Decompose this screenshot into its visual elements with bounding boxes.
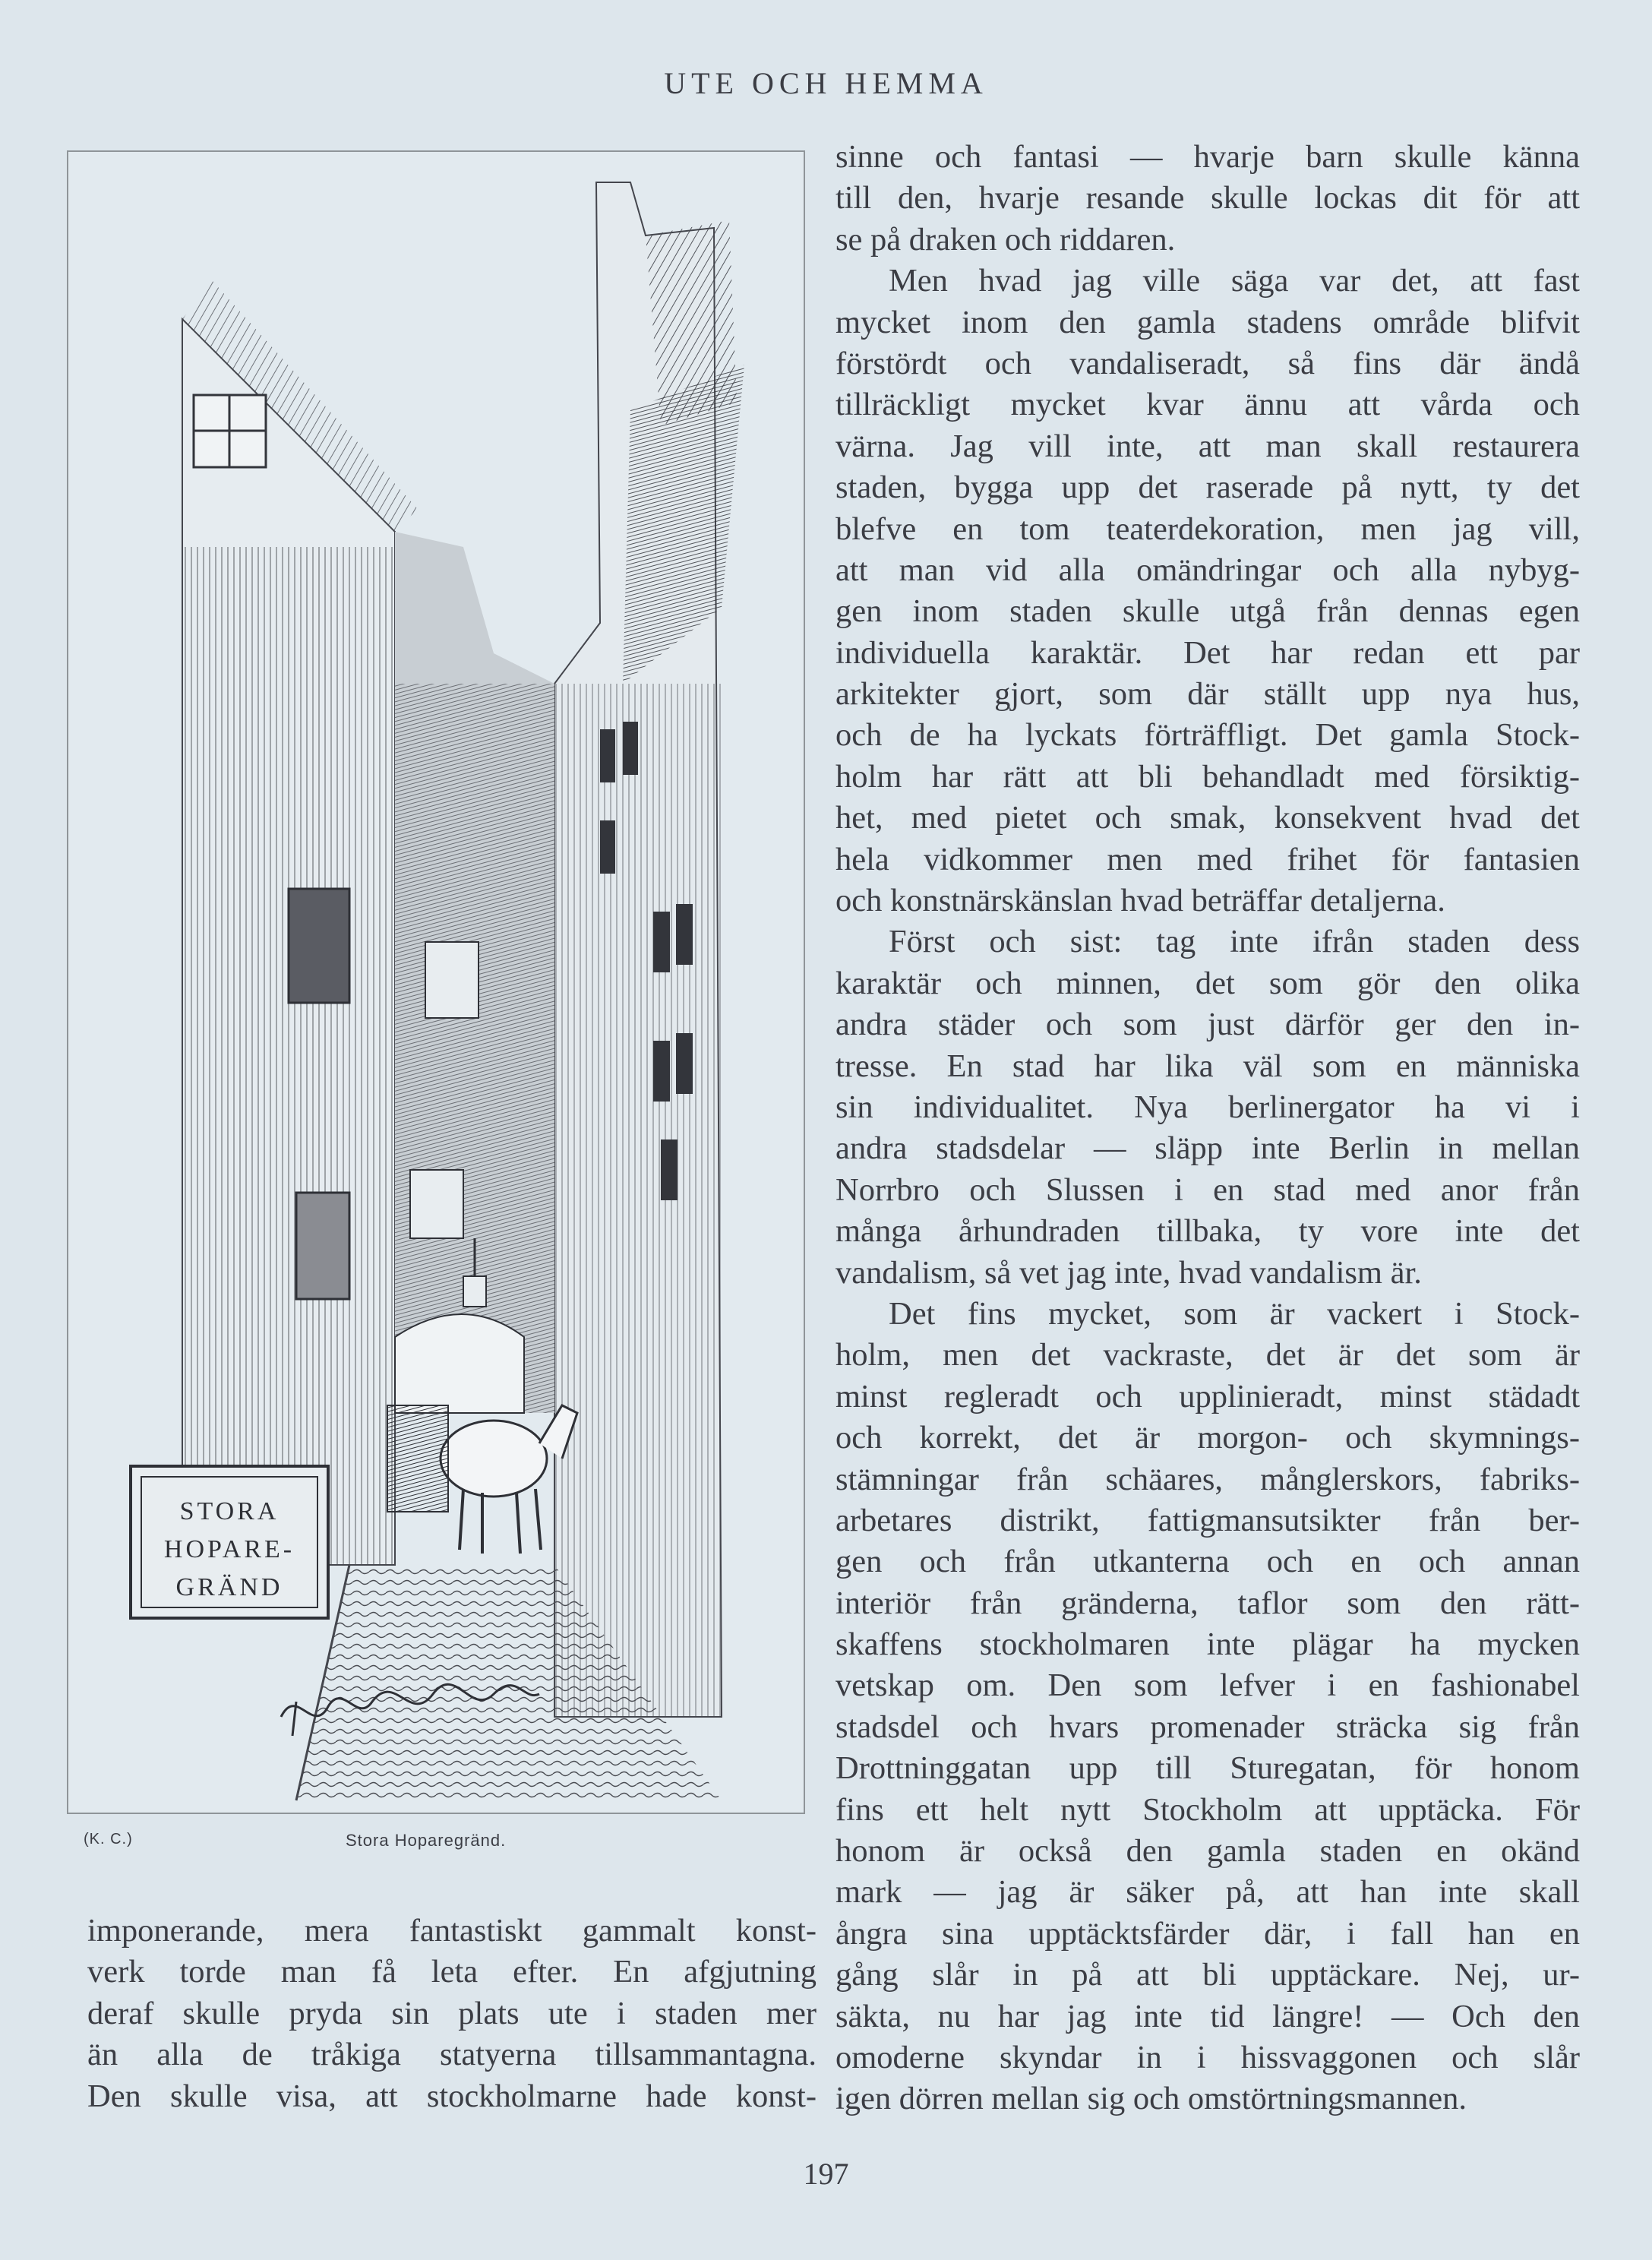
- text-line: se på draken och riddaren.: [835, 221, 1176, 258]
- left-building: [179, 281, 418, 1565]
- text-line: arkitekter gjort, som där ställt upp nya hus,: [835, 676, 1580, 713]
- text-line: gen inom staden skulle utgå från dennas egen: [835, 593, 1580, 630]
- text-line: vetskap om. Den som lefver i en fashionabel: [835, 1667, 1580, 1704]
- sign-line-3: GRÄND: [175, 1573, 283, 1601]
- text-line: andra städer och som just därför ger den in-: [835, 1007, 1580, 1043]
- text-line: fins ett helt nytt Stockholm att upptäcka. För: [835, 1791, 1580, 1828]
- text-line: individuella karaktär. Det har redan ett par: [835, 634, 1580, 671]
- text-line: gen och från utkanterna och en och annan: [835, 1544, 1580, 1580]
- text-line: imponerande, mera fantastiskt gammalt konst-: [87, 1913, 817, 1949]
- street-illustration: [68, 152, 805, 1813]
- text-line: och konstnärskänslan hvad beträffar detaljerna.: [835, 883, 1445, 919]
- text-line: många århundraden tillbaka, ty vore inte det: [835, 1213, 1580, 1250]
- text-line: säkta, nu har jag inte tid längre! — Och den: [835, 1998, 1580, 2034]
- text-line: deraf skulle pryda sin plats ute i staden mer: [87, 1995, 817, 2031]
- text-line: staden, bygga upp det raserade på nytt, ty det: [835, 469, 1580, 506]
- text-line: verk torde man få leta efter. En afgjutning: [87, 1954, 817, 1990]
- figure-caption: Stora Hoparegränd.: [346, 1831, 507, 1850]
- window-mid-left: [289, 889, 349, 1003]
- illustration-frame: [67, 150, 805, 1814]
- text-line: tillräckligt mycket kvar ännu att vårda och: [835, 387, 1580, 423]
- text-line: holm har rätt att bli behandladt med försiktig-: [835, 758, 1580, 795]
- sign-line-2: HOPARE-: [163, 1535, 295, 1563]
- text-line: minst regleradt och uppliniеradt, minst städadt: [835, 1378, 1580, 1414]
- street-sign: [131, 1466, 328, 1618]
- text-line: värna. Jag vill inte, att man skall restaurera: [835, 428, 1580, 464]
- text-line: sinne och fantasi — hvarje barn skulle känna: [835, 139, 1580, 175]
- text-line: sin individualitet. Nya berlinergator ha vi i: [835, 1089, 1580, 1125]
- text-line: Norrbro och Slussen i en stad med anor från: [835, 1171, 1580, 1208]
- window-low-left: [296, 1193, 349, 1299]
- right-text-column: [835, 137, 1580, 2120]
- running-head: UTE OCH HEMMA: [664, 66, 988, 100]
- text-line: blefve en tom teaterdekoration, men jag vill,: [835, 510, 1580, 547]
- text-line: förstördt och vandaliseradt, så fins där ändå: [835, 345, 1580, 381]
- text-line: honom är också den gamla staden en okänd: [835, 1833, 1580, 1870]
- page-number: 197: [803, 2157, 849, 2191]
- text-line: stämningar från schäares, månglerskors, fabriks-: [835, 1461, 1580, 1497]
- text-line: och de ha lyckats förträffligt. Det gamla Stock-: [835, 717, 1580, 754]
- text-line: stadsdel och hvars promenader sträcka sig från: [835, 1708, 1580, 1745]
- text-line: andra stadsdelar — släpp inte Berlin in mellan: [835, 1130, 1580, 1167]
- text-line: gång slår in på att bli upptäckare. Nej, ur-: [835, 1957, 1580, 1993]
- text-line: karaktär och minnen, det som gör den olika: [835, 965, 1580, 1001]
- text-line: mycket inom den gamla stadens område blifvit: [835, 304, 1580, 340]
- text-line: Först och sist: tag inte ifrån staden dess: [889, 924, 1580, 960]
- text-line: skaffens stockholmaren inte plägar ha mycken: [835, 1626, 1580, 1663]
- right-buildings: [554, 182, 744, 1717]
- text-line: Men hvad jag ville säga var det, att fast: [889, 263, 1580, 299]
- left-text-column: [87, 1911, 817, 2117]
- text-line: vandalism, så vet jag inte, hvad vandalism är.: [835, 1254, 1422, 1291]
- text-line: Drottninggatan upp till Sturegatan, för honom: [835, 1750, 1580, 1787]
- text-line: Det fins mycket, som är vackert i Stock-: [889, 1295, 1580, 1332]
- text-line: holm, men det vackraste, det är det som är: [835, 1337, 1580, 1373]
- text-line: igen dörren mellan sig och omstörtningsmannen.: [835, 2081, 1467, 2117]
- text-line: interiör från gränderna, taflor som den rätt-: [835, 1585, 1580, 1621]
- text-line: och korrekt, det är morgon- och skymnings-: [835, 1420, 1580, 1456]
- figure-credit: (K. C.): [84, 1831, 133, 1848]
- text-line: Den skulle visa, att stockholmarne hade konst-: [87, 2078, 817, 2114]
- sign-line-1: STORA: [179, 1497, 280, 1525]
- text-line: än alla de tråkiga statyerna tillsammantagna.: [87, 2037, 817, 2073]
- text-line: till den, hvarje resande skulle lockas dit för att: [835, 180, 1580, 217]
- text-line: att man vid alla omändringar och alla nybyg-: [835, 552, 1580, 588]
- text-line: omoderne skyndar in i hissvaggonen och slår: [835, 2039, 1580, 2075]
- alley-depth: [395, 532, 554, 1413]
- text-line: hela vidkommer men med frihet för fantasien: [835, 841, 1580, 877]
- lantern-icon: [463, 1276, 486, 1307]
- text-line: tresse. En stad har lika väl som en människa: [835, 1048, 1580, 1084]
- text-line: arbetares distrikt, fattigmansutsikter från ber-: [835, 1502, 1580, 1538]
- text-line: het, med pietet och smak, konsekvent hvad det: [835, 800, 1580, 836]
- horse-and-cart: [387, 1405, 577, 1554]
- text-line: mark — jag är säker på, att han inte skall: [835, 1874, 1580, 1911]
- text-line: ångra sina upptäcktsfärder där, i fall han en: [835, 1915, 1580, 1952]
